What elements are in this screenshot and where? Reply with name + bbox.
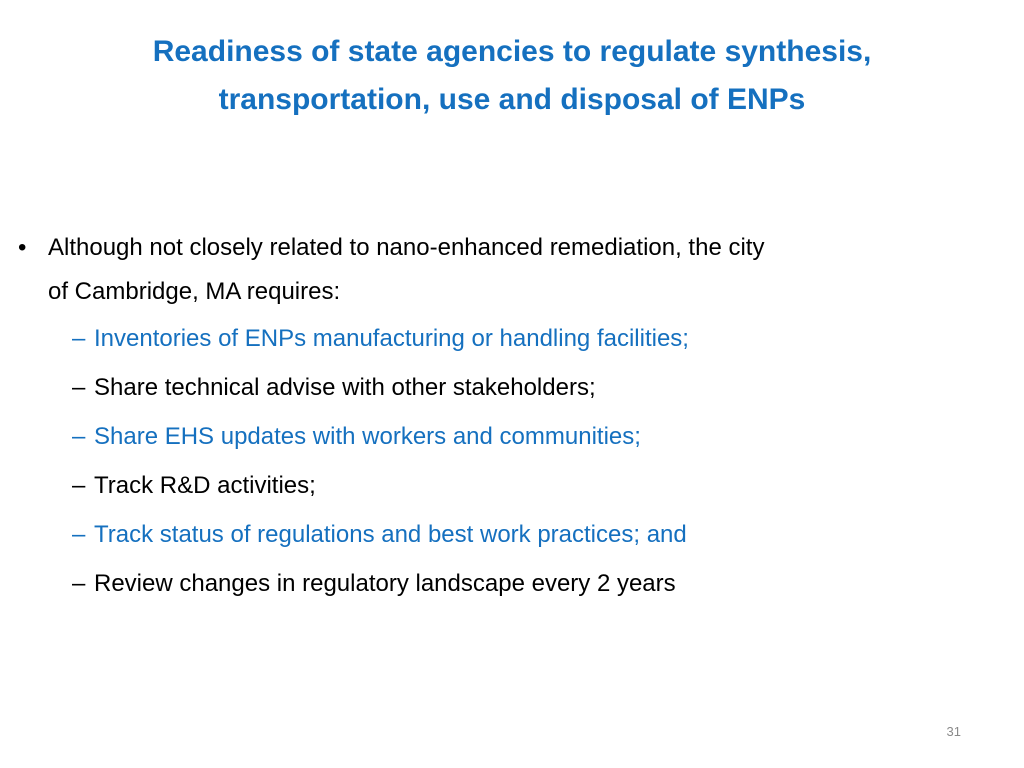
sub-item-text: Share EHS updates with workers and communities; (94, 423, 641, 450)
page-number: 31 (946, 724, 961, 739)
slide-title (60, 28, 964, 124)
sub-item-dash: – (72, 325, 86, 352)
sub-item-dash: – (72, 472, 86, 499)
sub-item-dash: – (72, 423, 86, 450)
sub-item-review-changes (0, 559, 1024, 608)
sub-item-text: Review changes in regulatory landscape every 2 years (94, 570, 676, 597)
sub-item-text: Track R&D activities; (94, 472, 316, 499)
sub-item-share-technical (0, 363, 1024, 412)
sub-item-share-ehs (0, 412, 1024, 461)
sub-item-text: Track status of regulations and best work practices; and (94, 521, 687, 548)
sub-item-inventories (0, 314, 1024, 363)
sub-item-track-regulations (0, 510, 1024, 559)
sub-item-dash: – (72, 521, 86, 548)
sub-item-dash: – (72, 570, 86, 597)
bullet-item (0, 226, 1024, 314)
bullet-marker: • (18, 234, 27, 261)
title-line-2: transportation, use and disposal of ENPs (218, 83, 806, 116)
bullet-line-2: of Cambridge, MA requires: (48, 278, 341, 305)
slide-body (0, 226, 1024, 608)
sub-item-text: Inventories of ENPs manufacturing or handling facilities; (94, 325, 689, 352)
sub-item-dash: – (72, 374, 86, 401)
sub-item-track-rd (0, 461, 1024, 510)
title-line-1: Readiness of state agencies to regulate synthesis, (152, 35, 872, 68)
sub-item-text: Share technical advise with other stakeholders; (94, 374, 596, 401)
bullet-line-1: Although not closely related to nano-enhanced remediation, the city (48, 234, 765, 261)
